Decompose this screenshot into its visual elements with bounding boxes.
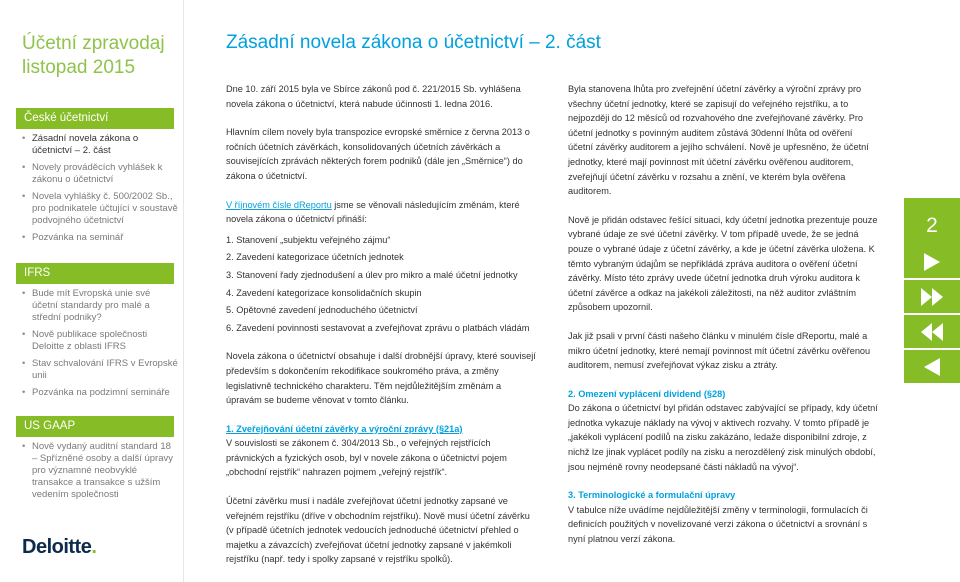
section-heading: 3. Terminologické a formulační úpravy [568,490,736,501]
sidebar-item-publikace-deloitte[interactable]: • Nově publikace společnosti Deloitte z oblasti IFRS [20,329,178,353]
article-column-2 [568,82,880,561]
newsletter-title-line2: listopad 2015 [22,57,136,78]
sidebar-item-auditni-standard-18[interactable]: • Nově vydaný auditní standard 18 – Spřízněné osoby a další úpravy pro významné neobvyklé transakce a transakce s užším vedením společnosti [20,441,178,501]
paragraph: Byla stanovena lhůta pro zveřejnění účetní závěrky a výroční zprávy pro všechny účetní jednotky, které se zapisují do veřejného rejstříku, a to nejpozději do 12 měsíců od rozvahového dne zveřejňované závěrky. Pro účetní jednotky s povinným auditem zůstává 30denní lhůta od ověření účetní závěrky auditorem a jejího schválení. Nově je upřesněno, že účetní jednotky, které mají povinnost mít účetní závěrku ověřenou auditorem, zveřejňují účetní závěrku v rozsahu a znění, ve kterém byla ověřena auditorem. [568,84,869,197]
sidebar-item-pozvanka-seminar[interactable]: • Pozvánka na seminář [20,232,178,244]
sidebar-item-stav-schvalovani[interactable]: • Stav schvalování IFRS v Evropské unii [20,358,178,382]
section-header-czech[interactable]: České účetnictví [16,108,174,129]
deloitte-logo [22,536,96,559]
section-header-usgaap[interactable]: US GAAP [16,416,174,437]
sidebar [0,0,183,582]
section-list-czech [20,133,178,249]
rewind-icon [921,323,943,341]
list-item: 1. Stanovení „subjektu veřejného zájmu“ [226,234,391,245]
list-item: 4. Zavedení kategorizace konsolidačních skupin [226,287,422,298]
section-header-ifrs[interactable]: IFRS [16,263,174,284]
fast-forward-icon [921,288,943,306]
sidebar-item-novely-vyhlasek[interactable]: • Novely prováděcích vyhlášek k zákonu o účetnictví [20,162,178,186]
newsletter-title-line1: Účetní zpravodaj [22,33,165,54]
paragraph-text: jsme se věnovali následujícím změnám, které novela zákona o účetnictví přináší: [226,199,520,225]
paragraph: V tabulce níže uvádíme nejdůležitější změny v terminologii, formulacích či definicích použitých v novelizované verzi zákona o účetnictví a srovnání s nyní platnou verzí zákona. [568,504,868,545]
newsletter-title [22,32,165,80]
paragraph: Dne 10. září 2015 byla ve Sbírce zákonů pod č. 221/2015 Sb. vyhlášena novela zákona o účetnictví, která nabude účinnosti 1. ledna 2016. [226,84,521,109]
forward-button[interactable] [904,280,960,313]
article-title: Zásadní novela zákona o účetnictví – 2. část [226,32,601,53]
play-left-icon [924,358,940,376]
list-item: 3. Stanovení řady zjednodušení a úlev pro mikro a malé účetní jednotky [226,269,518,280]
section-heading: 1. Zveřejňování účetní závěrky a výroční zprávy (§21a) [226,423,463,434]
sidebar-item-podzimni-seminare[interactable]: • Pozvánka na podzimní semináře [20,387,178,399]
section-list-usgaap [20,441,178,506]
list-item: 2. Zavedení kategorizace účetních jednotek [226,252,404,263]
next-page-button[interactable] [904,245,960,278]
play-right-icon [924,253,940,271]
paragraph: V souvislosti se zákonem č. 304/2013 Sb., o veřejných rejstřících právnických a fyzických osob, byl v novele zákona o účetnictví pojem „obchodní rejstřík“ nahrazen pojmem „veřejný rejstřík“. [226,438,507,478]
paragraph: Do zákona o účetnictví byl přidán odstavec zabývající se případy, kdy účetní jednotka vykazuje náklady na vývoj v aktivech rozvahy. V tomto případě je „jakékoli vyplácení podílů na zisku zakázáno, ledaže disponibilní zdroje, z nichž lze jinak vyplácet podíly na zisku a nerozdělený zisk minulých období, jsou nejméně rovny neodepsané části nákladů na vývoj“. [568,403,878,472]
paragraph: Účetní závěrku musí i nadále zveřejňovat účetní jednotky zapsané ve veřejném rejstříku (dříve v obchodním rejstříku). Nově musí účetní závěrku (v případě účetních jednotek vedoucích jednoduché účetnictví přehled o majetku a závazcích) zveřejňovat účetní jednotky zapsané v jakémkoli rejstříku (např. tedy i spolky zapsané v rejstříku spolků). [226,496,530,565]
sidebar-divider [183,0,184,582]
paragraph: Hlavním cílem novely byla transpozice evropské směrnice z června 2013 o ročních účetních závěrkách, konsolidovaných účetních závěrkách a souvisejících zprávách některých forem podniků (dále jen „Směrnice“) do zákona o účetnictví. [226,127,530,181]
sidebar-item-zasadni-novela[interactable]: • Zásadní novela zákona o účetnictví – 2. část [20,133,178,157]
back-button[interactable] [904,315,960,348]
section-heading: 2. Omezení vyplácení dividend (§28) [568,388,726,399]
page-number: 2 [904,198,960,253]
list-item: 5. Opětovné zavedení jednoduchého účetnictví [226,305,418,316]
paragraph: Nově je přidán odstavec řešící situaci, kdy účetní jednotka prezentuje pouze vybrané údaje ze své účetní závěrky. V tom případě uvede, že se jedná pouze o vybrané údaje z účetní závěrky, a kde je účetní závěrka uložena. K těmto vybraným údajům se nepřikládá zpráva auditora o ověření účetní závěrky. Místo této zprávy uvede účetní jednotka druh výroku auditora k účetní závěrce a odkaz na jakékoli záležitosti, na něž auditor zvláštním způsobem upozornil. [568,214,878,313]
paragraph: Jak již psali v první části našeho článku v minulém čísle dReportu, malé a mikro účetní jednotky, které nemají povinnost mít účetní závěrku ověřenou auditorem, nemusí zveřejňovat výkaz zisku a ztráty. [568,330,871,371]
article-column-1 [226,82,536,581]
logo-dot: . [91,536,97,558]
sidebar-item-eu-standardy[interactable]: • Bude mít Evropská unie své účetní standardy pro malé a střední podniky? [20,288,178,324]
section-list-ifrs [20,288,178,404]
paragraph: Novela zákona o účetnictví obsahuje i další drobnější úpravy, které souvisejí především s dokončením rekodifikace soukromého práva, a změny legislativně technického charakteru. Těm nejdůležitějším změnám a úpravám se budeme věnovat v tomto článku. [226,351,536,406]
logo-text: Deloitte [22,536,92,558]
previous-page-button[interactable] [904,350,960,383]
sidebar-item-novela-vyhlasky-500[interactable]: • Novela vyhlášky č. 500/2002 Sb., pro podnikatele účtující v soustavě podvojného účetnictví [20,191,178,227]
list-item: 6. Zavedení povinnosti sestavovat a zveřejňovat zprávu o platbách vládám [226,322,530,333]
dreport-october-link[interactable]: V říjnovém čísle dReportu [226,199,332,210]
paragraph [226,198,536,227]
